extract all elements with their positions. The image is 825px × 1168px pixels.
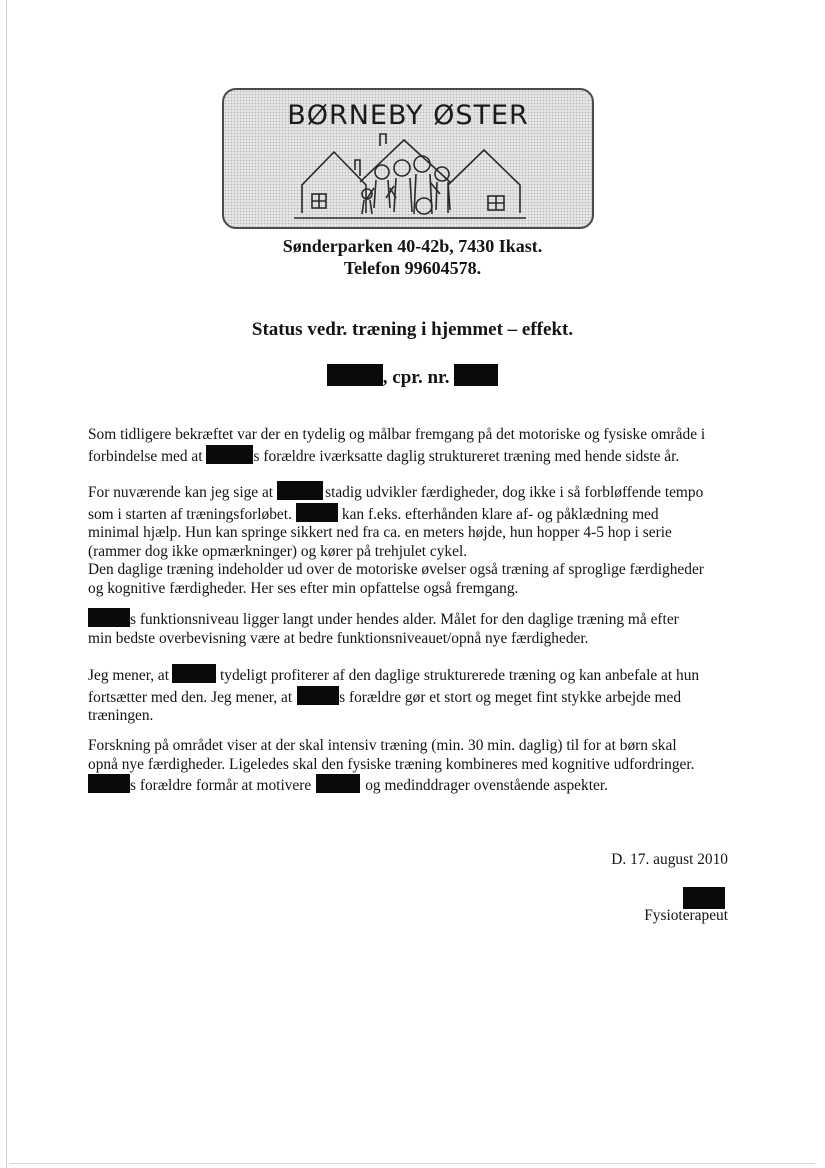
redacted-cpr xyxy=(454,364,498,386)
address: Sønderparken 40-42b, 7430 Ikast. xyxy=(282,236,543,256)
text-line: Den daglige træning indeholder ud over de motoriske øvelser også træning af sproglige færdigheder xyxy=(88,561,704,578)
text-line xyxy=(88,664,738,686)
redacted-name xyxy=(172,664,216,683)
page-edge-line xyxy=(6,0,7,1168)
text-fragment: som i starten af træningsforløbet. xyxy=(88,505,292,523)
paragraph-4 xyxy=(88,664,738,726)
paragraph-2 xyxy=(88,481,738,598)
redacted-name xyxy=(206,445,253,464)
text-fragment: stadig udvikler færdigheder, dog ikke i så forbløffende tempo xyxy=(325,484,704,501)
text-line xyxy=(88,774,738,796)
logo-text: BØRNEBY ØSTER xyxy=(287,100,529,131)
phone: Telefon 99604578. xyxy=(343,258,482,278)
document-title: Status vedr. træning i hjemmet – effekt. xyxy=(251,319,574,340)
date: D. 17. august 2010 xyxy=(611,851,728,868)
text-line: Forskning på området viser at der skal intensiv træning (min. 30 min. daglig) til for at børn skal xyxy=(88,737,677,754)
text-fragment: s forældre formår at motivere xyxy=(130,777,312,794)
text-fragment: Jeg mener, at xyxy=(88,667,170,684)
text-fragment: tydeligt profiterer af den daglige strukturerede træning og kan anbefale at hun xyxy=(220,667,700,684)
text-line xyxy=(88,608,738,630)
cpr-label: , cpr. nr. xyxy=(382,367,450,388)
redacted-name xyxy=(327,364,383,386)
borneby-oster-logo xyxy=(222,88,594,229)
text-line: minimal hjælp. Hun kan springe sikkert ned fra ca. en meters højde, hun hopper 4-5 hop i serie xyxy=(88,524,672,541)
text-line xyxy=(88,503,738,525)
text-fragment: og medinddrager ovenstående aspekter. xyxy=(365,777,608,794)
text-fragment: s funktionsniveau ligger langt under hendes alder. Målet for den daglige træning må efter xyxy=(130,611,679,628)
text-fragment: forbindelse med at xyxy=(88,447,203,465)
paragraph-1 xyxy=(88,426,738,466)
text-fragment: kan f.eks. efterhånden klare af- og påklædning med xyxy=(341,505,659,523)
houses-and-children-icon xyxy=(224,90,594,229)
text-line: træningen. xyxy=(88,707,154,724)
text-line: opnå nye færdigheder. Ligeledes skal den fysiske træning kombineres med kognitive udfordringer. xyxy=(88,755,695,773)
text-fragment: s forældre gør et stort og meget fint stykke arbejde med xyxy=(339,688,682,706)
redacted-name xyxy=(88,774,130,793)
redacted-signature xyxy=(683,887,725,909)
redacted-name xyxy=(316,774,360,793)
text-line: og kognitive færdigheder. Her ses efter min opfattelse også fremgang. xyxy=(88,579,519,597)
text-line xyxy=(88,445,738,467)
text-line: Som tidligere bekræftet var der en tydelig og målbar fremgang på det motoriske og fysiske område i xyxy=(88,426,706,443)
text-fragment: s forældre iværksatte daglig struktureret træning med hende sidste år. xyxy=(253,447,680,465)
redacted-name xyxy=(88,608,130,627)
redacted-name xyxy=(296,503,338,522)
name-cpr-line xyxy=(0,364,825,389)
paragraph-5 xyxy=(88,737,738,796)
signer-role: Fysioterapeut xyxy=(644,907,728,924)
text-line: (rammer dog ikke opmærkninger) og kører på trehjulet cykel. xyxy=(88,542,468,560)
redacted-name xyxy=(297,686,339,705)
page-bottom-line xyxy=(10,1163,815,1164)
paragraph-3 xyxy=(88,608,738,648)
text-line xyxy=(88,481,738,503)
text-line xyxy=(88,686,738,708)
text-fragment: For nuværende kan jeg sige at xyxy=(88,484,274,501)
redacted-name xyxy=(277,481,323,500)
text-line: min bedste overbevisning være at bedre funktionsniveauet/opnå nye færdigheder. xyxy=(88,629,589,647)
text-fragment: fortsætter med den. Jeg mener, at xyxy=(88,688,293,706)
